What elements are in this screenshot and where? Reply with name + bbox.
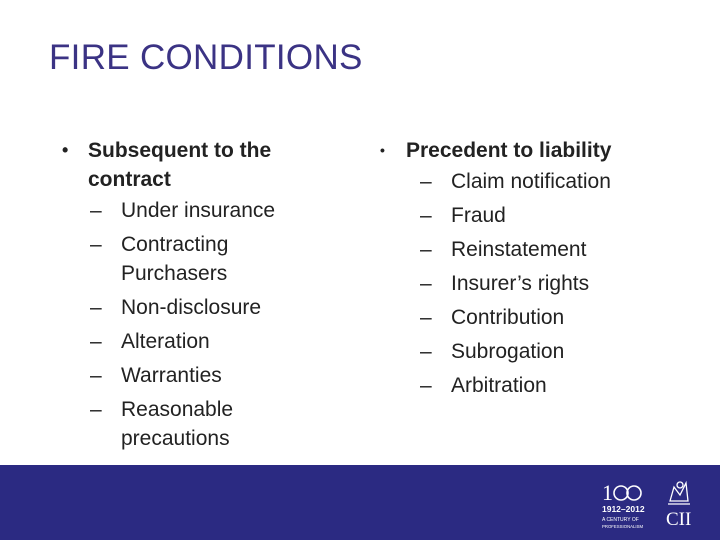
- list-item: [90, 196, 332, 225]
- bullet-dot: •: [62, 140, 69, 160]
- list-item-text: Contracting Purchasers: [121, 233, 229, 285]
- logo-tagline-1: A CENTURY OF: [602, 517, 639, 523]
- list-item: [420, 303, 680, 332]
- dash: –: [90, 330, 102, 353]
- list-item: [420, 201, 680, 230]
- right-column: [380, 136, 680, 405]
- list-item: [90, 395, 332, 453]
- dash: –: [90, 233, 102, 256]
- list-item: [90, 230, 332, 288]
- list-item: [90, 293, 332, 322]
- dash: –: [420, 340, 432, 363]
- right-bullet: [380, 136, 680, 165]
- dash: –: [420, 374, 432, 397]
- list-item: [420, 371, 680, 400]
- dash: –: [90, 364, 102, 387]
- logo-tagline-2: PROFESSIONALISM: [602, 524, 644, 529]
- list-item-text: Alteration: [121, 330, 210, 353]
- list-item-text: Arbitration: [451, 374, 547, 397]
- dash: –: [420, 170, 432, 193]
- list-item-text: Insurer’s rights: [451, 272, 590, 295]
- list-item: [420, 167, 680, 196]
- bullet-dot: •: [380, 142, 385, 158]
- cii-centenary-logo: [600, 475, 700, 535]
- dash: –: [90, 398, 102, 421]
- left-sub-list: [62, 196, 332, 453]
- crest-icon: [668, 482, 690, 504]
- left-column: [62, 136, 332, 458]
- list-item: [420, 269, 680, 298]
- dash: –: [420, 272, 432, 295]
- logo-brand: CII: [666, 509, 692, 530]
- dash: –: [90, 296, 102, 319]
- left-heading: Subsequent to the contract: [88, 139, 272, 191]
- slide-title: FIRE CONDITIONS: [49, 38, 363, 77]
- list-item: [90, 361, 332, 390]
- list-item-text: Reasonable precautions: [121, 398, 234, 450]
- logo-centenary: 1912–2012: [602, 504, 645, 514]
- dash: –: [420, 306, 432, 329]
- list-item: [420, 337, 680, 366]
- list-item-text: Claim notification: [451, 170, 611, 193]
- list-item: [420, 235, 680, 264]
- dash: –: [90, 199, 102, 222]
- left-bullet: [62, 136, 332, 194]
- dash: –: [420, 204, 432, 227]
- list-item-text: Subrogation: [451, 340, 565, 363]
- svg-text:1: 1: [602, 480, 613, 505]
- right-heading: Precedent to liability: [406, 139, 612, 162]
- list-item-text: Under insurance: [121, 199, 276, 222]
- list-item-text: Warranties: [121, 364, 222, 387]
- list-item-text: Contribution: [451, 306, 565, 329]
- list-item-text: Non-disclosure: [121, 296, 262, 319]
- list-item-text: Reinstatement: [451, 238, 587, 261]
- right-sub-list: [380, 167, 680, 400]
- list-item-text: Fraud: [451, 204, 506, 227]
- list-item: [90, 327, 332, 356]
- dash: –: [420, 238, 432, 261]
